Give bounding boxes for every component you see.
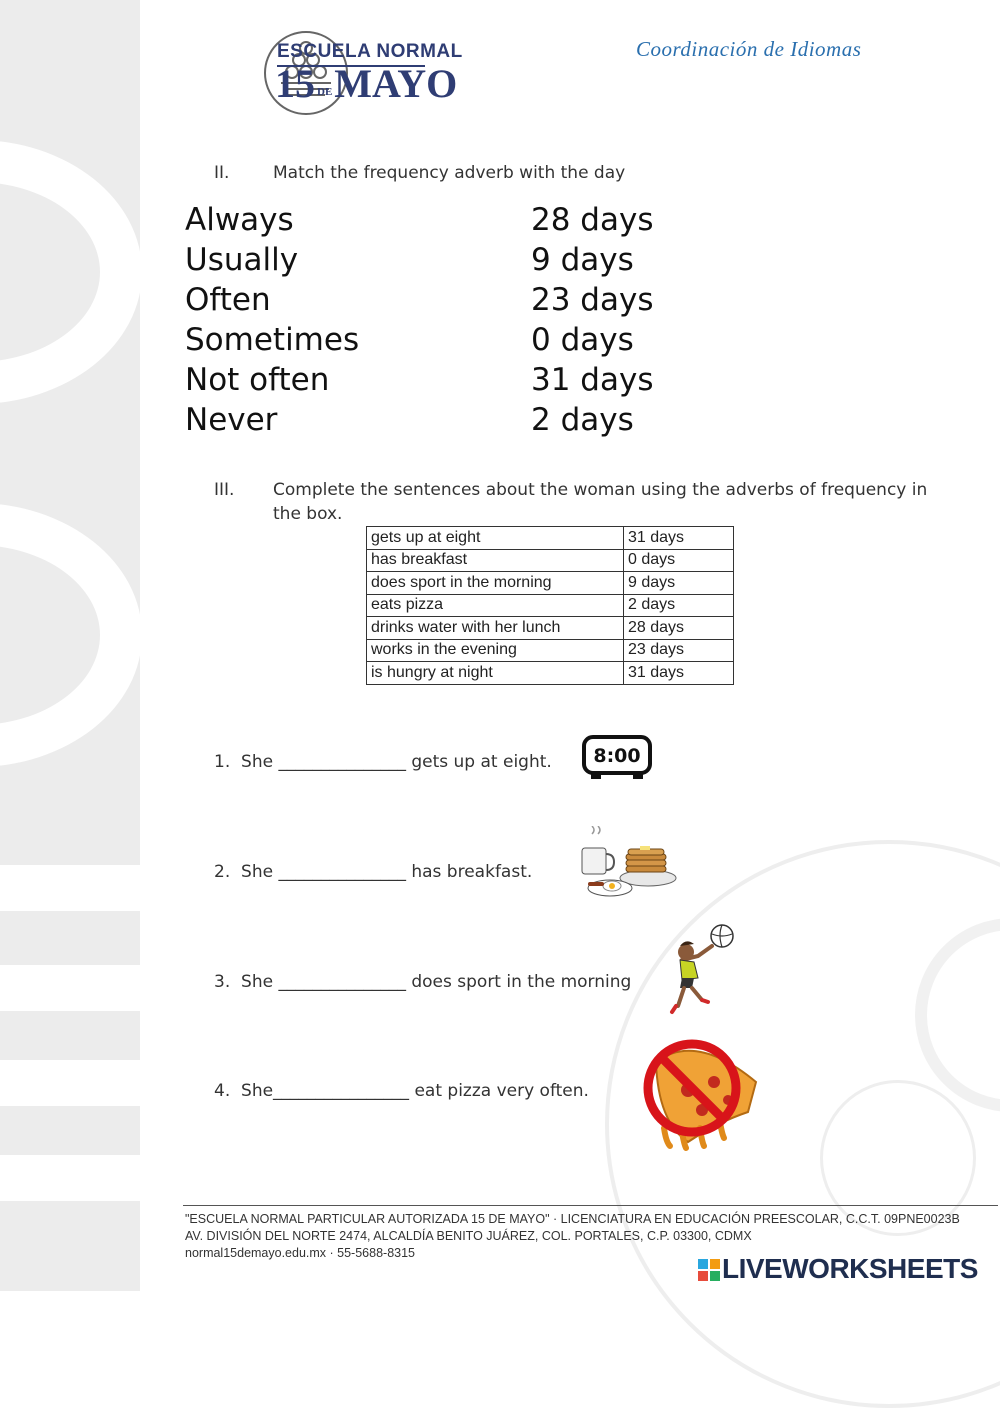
school-name-line1: ESCUELA NORMAL: [277, 41, 463, 62]
section-3-number: III.: [214, 480, 235, 500]
table-cell-activity: has breakfast: [367, 549, 624, 572]
sentence-2[interactable]: 2. She _______________ has breakfast.: [214, 862, 533, 882]
table-row: [367, 617, 734, 640]
band-stripe: [0, 965, 140, 1011]
left-decorative-band: [0, 0, 140, 1291]
coordination-title: Coordinación de Idiomas: [636, 37, 862, 61]
band-ring-top: [0, 140, 140, 404]
footer-line-2: AV. DIVISIÓN DEL NORTE 2474, ALCALDÍA BENITO JUÁREZ, COL. PORTALES, C.P. 03300, CDMX: [185, 1229, 752, 1243]
section-2-instruction: Match the frequency adverb with the day: [273, 163, 626, 183]
adverb-item: Often: [185, 282, 271, 318]
sentence-1[interactable]: 1. She _______________ gets up at eight.: [214, 752, 552, 772]
section-3-instruction-line1: Complete the sentences about the woman using the adverbs of frequency in: [273, 480, 928, 500]
table-row: [367, 572, 734, 595]
school-de: DE: [317, 86, 333, 98]
no-pizza-icon: [636, 1032, 766, 1160]
sentence-3[interactable]: 3. She _______________ does sport in the morning: [214, 972, 632, 992]
alarm-clock-icon: [582, 735, 654, 781]
table-cell-activity: gets up at eight: [367, 527, 624, 550]
table-cell-activity: drinks water with her lunch: [367, 617, 624, 640]
section-2-number: II.: [214, 163, 230, 183]
days-item[interactable]: 23 days: [531, 282, 654, 318]
adverb-item: Always: [185, 202, 294, 238]
table-row: [367, 639, 734, 662]
liveworksheets-logo-icon: [698, 1259, 720, 1281]
school-name-line2: [275, 62, 457, 106]
table-cell-activity: eats pizza: [367, 594, 624, 617]
adverb-item: Usually: [185, 242, 299, 278]
band-stripe: [0, 865, 140, 911]
school-mayo: MAYO: [334, 61, 458, 106]
table-cell-days: 9 days: [624, 572, 734, 595]
table-cell-activity: does sport in the morning: [367, 572, 624, 595]
breakfast-icon: [578, 826, 678, 898]
days-item[interactable]: 31 days: [531, 362, 654, 398]
days-item[interactable]: 0 days: [531, 322, 634, 358]
table-cell-days: 23 days: [624, 639, 734, 662]
table-cell-days: 31 days: [624, 527, 734, 550]
band-ring-bottom: [0, 503, 140, 767]
adverb-item: Never: [185, 402, 278, 438]
table-row: [367, 662, 734, 685]
volleyball-player-icon: [660, 922, 740, 1017]
activity-frequency-table: [366, 526, 734, 685]
table-cell-days: 31 days: [624, 662, 734, 685]
table-cell-days: 28 days: [624, 617, 734, 640]
sentence-4[interactable]: 4. She________________ eat pizza very often.: [214, 1081, 589, 1101]
table-cell-days: 2 days: [624, 594, 734, 617]
table-row: [367, 594, 734, 617]
table-cell-days: 0 days: [624, 549, 734, 572]
adverb-item: Sometimes: [185, 322, 360, 358]
band-stripe: [0, 1060, 140, 1106]
footer-divider: [183, 1205, 998, 1206]
adverb-item: Not often: [185, 362, 330, 398]
liveworksheets-brand[interactable]: LIVEWORKSHEETS: [722, 1253, 978, 1284]
table-row: [367, 527, 734, 550]
school-number: 15: [275, 61, 315, 106]
clock-display: 8:00: [593, 745, 641, 767]
days-item[interactable]: 28 days: [531, 202, 654, 238]
days-item[interactable]: 9 days: [531, 242, 634, 278]
days-item[interactable]: 2 days: [531, 402, 634, 438]
table-row: [367, 549, 734, 572]
table-cell-activity: works in the evening: [367, 639, 624, 662]
section-3-instruction-line2: the box.: [273, 504, 343, 524]
footer-line-3[interactable]: normal15demayo.edu.mx · 55-5688-8315: [185, 1246, 415, 1260]
footer-line-1: "ESCUELA NORMAL PARTICULAR AUTORIZADA 15 DE MAYO" · LICENCIATURA EN EDUCACIÓN PREESCOLAR, C.C.T. 09PNE0023B: [185, 1212, 960, 1226]
table-cell-activity: is hungry at night: [367, 662, 624, 685]
band-stripe: [0, 1155, 140, 1201]
